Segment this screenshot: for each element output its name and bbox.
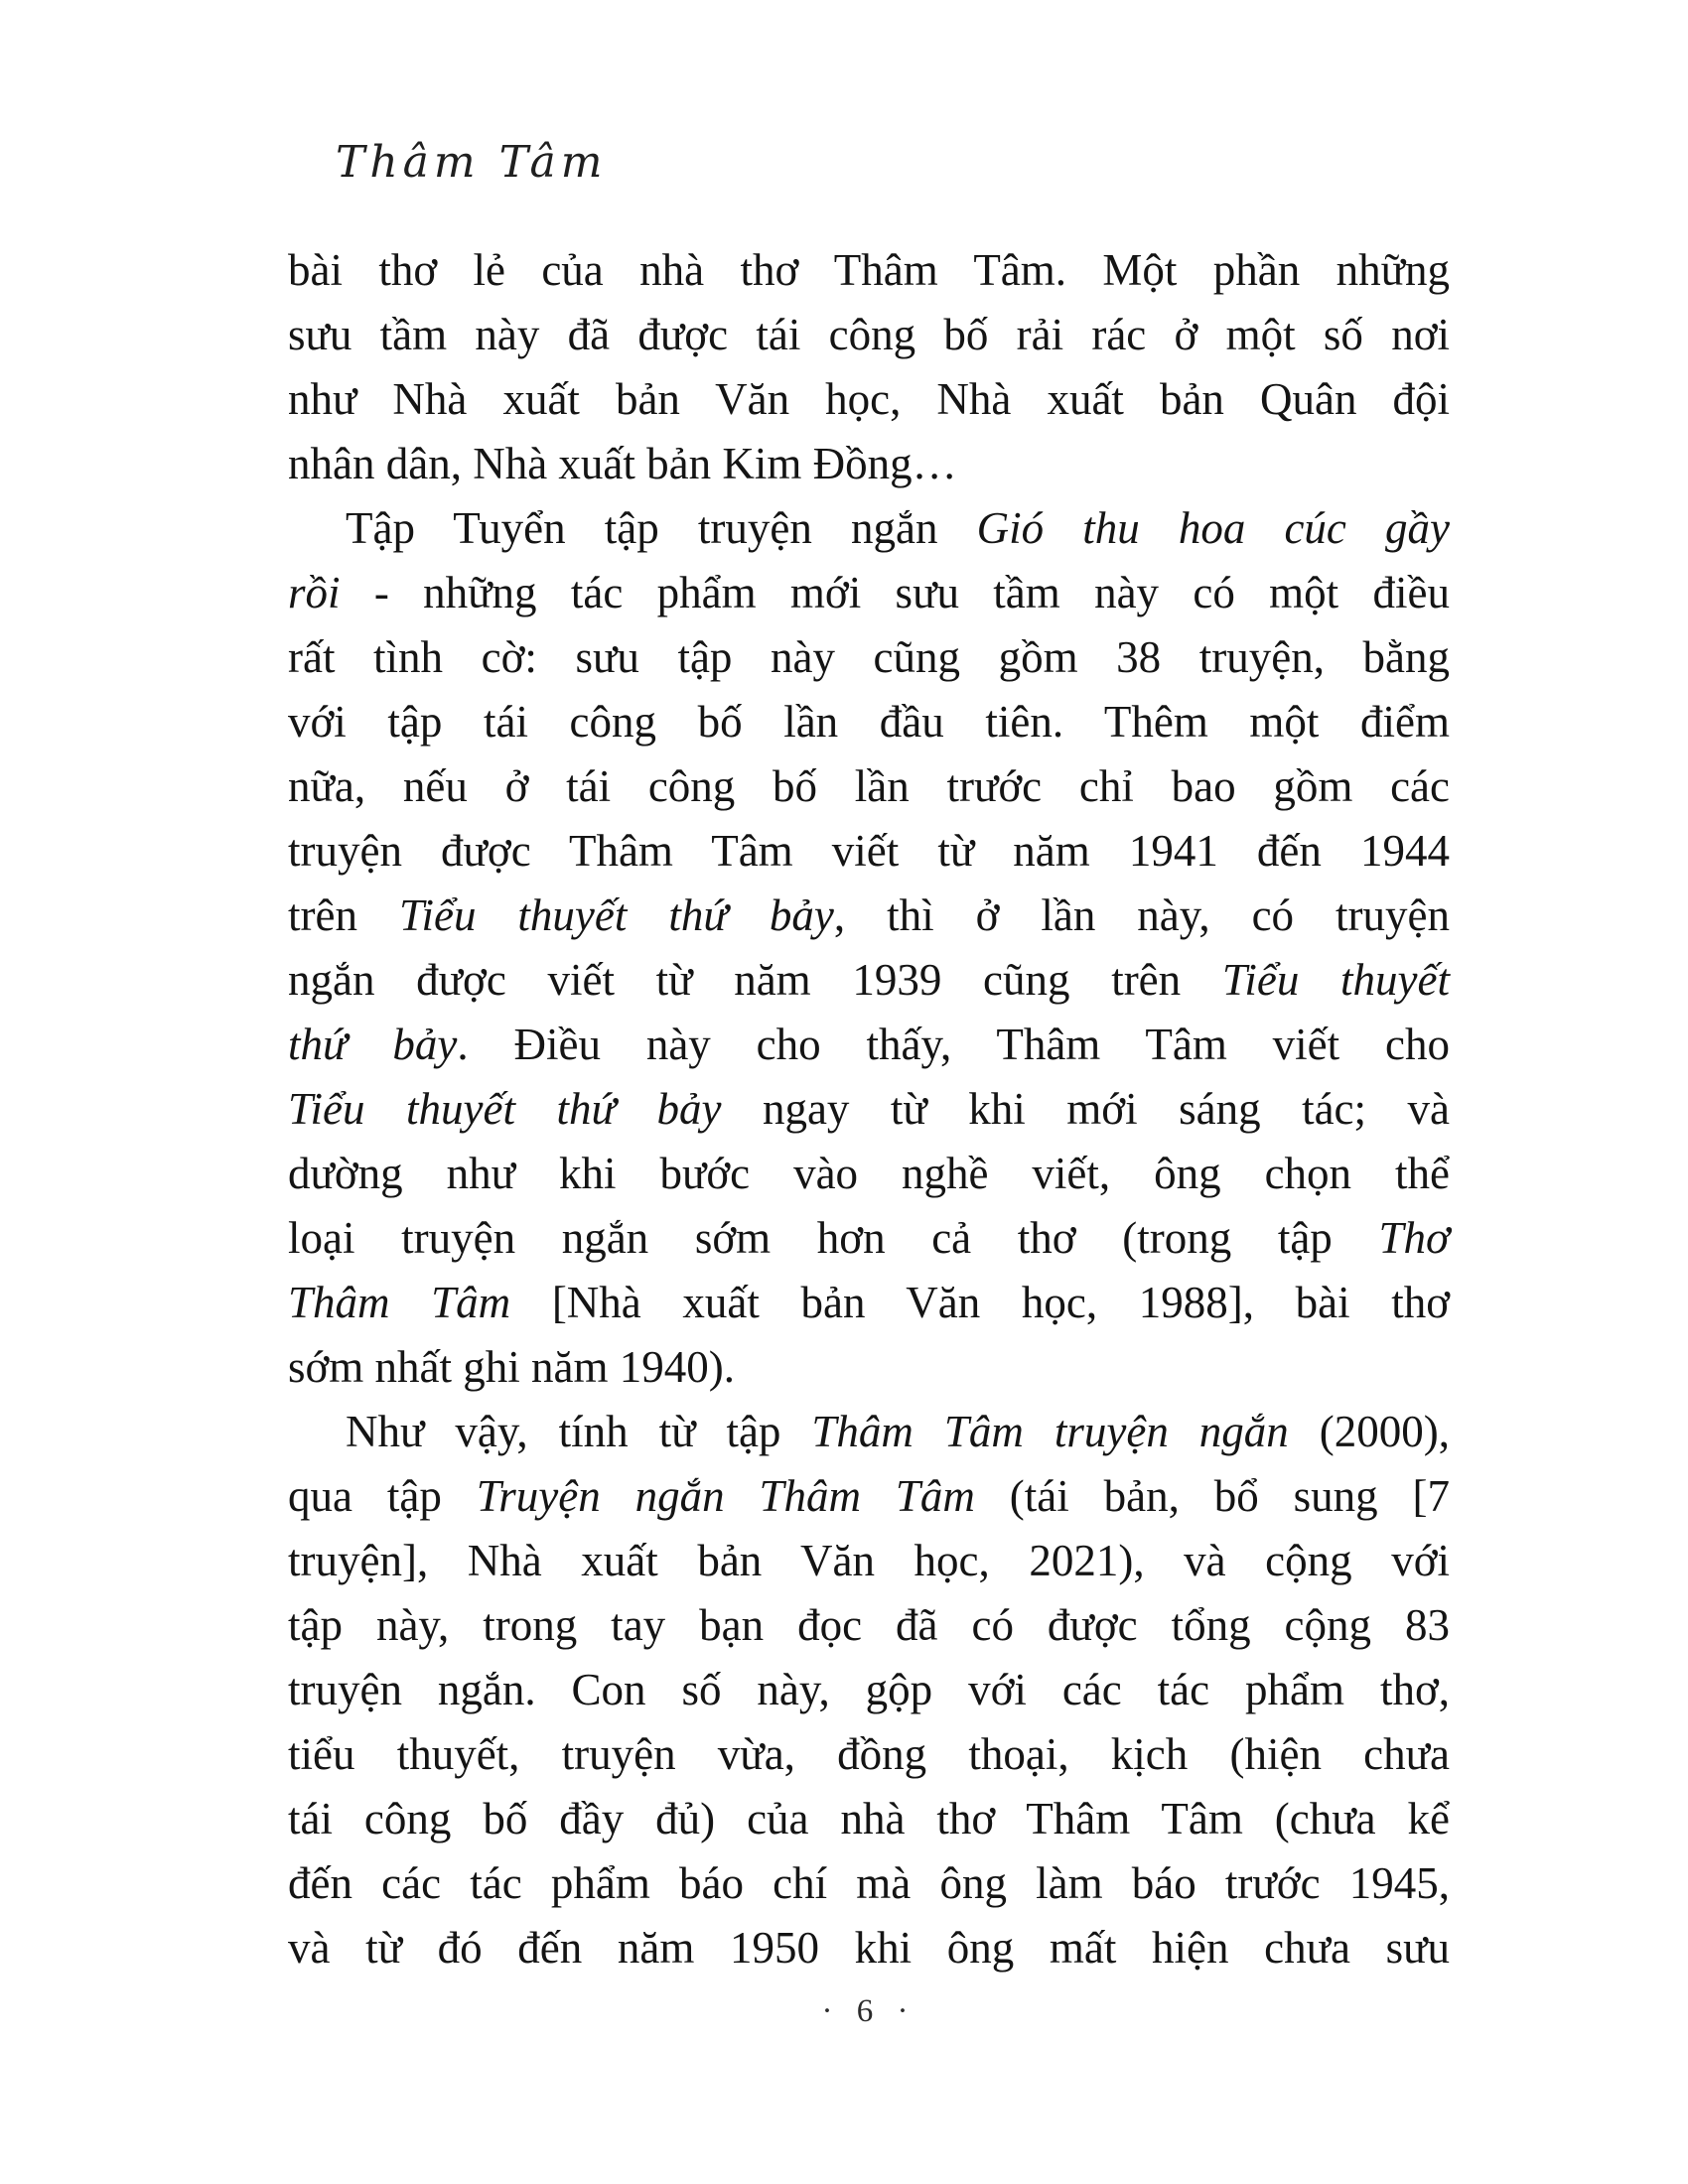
text-line (288, 884, 1450, 948)
paragraph (288, 496, 1450, 1400)
text-run: (2000), (1288, 1407, 1450, 1456)
text-run: [Nhà xuất bản Văn học, 1988], bài thơ (510, 1278, 1450, 1327)
text-line (288, 367, 1450, 432)
text-run: với tập tái công bố lần đầu tiên. Thêm một điểm (288, 697, 1450, 747)
text-line (288, 1335, 1450, 1400)
text-run: trên (288, 890, 399, 940)
text-line (288, 690, 1450, 754)
paragraph (288, 1400, 1450, 1980)
text-run: qua tập (288, 1471, 477, 1521)
text-run: truyện ngắn. Con số này, gộp với các tác phẩm thơ, (288, 1665, 1450, 1714)
text-run: truyện được Thâm Tâm viết từ năm 1941 đến 1944 (288, 826, 1450, 876)
text-run: tái công bố đầy đủ) của nhà thơ Thâm Tâm (chưa kể (288, 1794, 1450, 1843)
italic-title-run: Thâm Tâm truyện ngắn (811, 1407, 1289, 1456)
text-run: rất tình cờ: sưu tập này cũng gồm 38 truyện, bằng (288, 632, 1450, 682)
text-line (288, 1787, 1450, 1851)
text-run: - những tác phẩm mới sưu tầm này có một điều (340, 568, 1450, 617)
text-line (288, 303, 1450, 367)
text-run: bài thơ lẻ của nhà thơ Thâm Tâm. Một phần những (288, 245, 1450, 295)
page-number: · 6 · (821, 1993, 916, 2029)
text-line (288, 625, 1450, 690)
text-line (288, 561, 1450, 625)
text-line (288, 238, 1450, 303)
italic-title-run: Tiểu thuyết thứ bảy (288, 1084, 722, 1134)
text-line (288, 819, 1450, 884)
text-run: Như vậy, tính từ tập (346, 1407, 812, 1456)
text-run: như Nhà xuất bản Văn học, Nhà xuất bản Quân đội (288, 374, 1450, 424)
italic-title-run: Truyện ngắn Thâm Tâm (476, 1471, 975, 1521)
text-line (288, 1658, 1450, 1722)
italic-title-run: Thơ (1378, 1213, 1450, 1263)
text-run: ngắn được viết từ năm 1939 cũng trên (288, 955, 1222, 1005)
text-line (288, 1271, 1450, 1335)
text-run: (tái bản, bổ sung [7 (974, 1471, 1451, 1521)
text-line (288, 1851, 1450, 1916)
italic-title-run: Tiểu thuyết (1221, 955, 1450, 1005)
text-run: dường như khi bước vào nghề viết, ông chọn thể (288, 1149, 1450, 1198)
text-run: sưu tầm này đã được tái công bố rải rác ở một số nơi (288, 310, 1450, 359)
text-run: truyện], Nhà xuất bản Văn học, 2021), và cộng với (288, 1536, 1450, 1585)
text-run: , thì ở lần này, có truyện (833, 890, 1450, 940)
text-run: và từ đó đến năm 1950 khi ông mất hiện chưa sưu (288, 1923, 1450, 1973)
italic-title-run: Thâm Tâm (288, 1278, 511, 1327)
italic-title-run: Tiểu thuyết thứ bảy (398, 890, 834, 940)
italic-title-run: rồi (288, 568, 341, 617)
text-line (288, 754, 1450, 819)
text-run: Tập Tuyển tập truyện ngắn (346, 503, 977, 553)
text-run: . Điều này cho thấy, Thâm Tâm viết cho (457, 1020, 1450, 1069)
paragraph (288, 238, 1450, 496)
text-run: đến các tác phẩm báo chí mà ông làm báo trước 1945, (288, 1858, 1450, 1908)
text-run: sớm nhất ghi năm 1940). (288, 1342, 735, 1392)
text-line (288, 1400, 1450, 1464)
text-line (288, 1077, 1450, 1142)
text-line (288, 1142, 1450, 1206)
text-line (288, 1593, 1450, 1658)
text-line (288, 1464, 1450, 1529)
text-run: nhân dân, Nhà xuất bản Kim Đồng… (288, 439, 957, 488)
text-line (288, 1206, 1450, 1271)
text-line (288, 948, 1450, 1013)
running-header: Thâm Tâm (336, 137, 608, 188)
text-run: nữa, nếu ở tái công bố lần trước chỉ bao gồm các (288, 761, 1450, 811)
text-run: tiểu thuyết, truyện vừa, đồng thoại, kịch (hiện chưa (288, 1729, 1450, 1779)
text-run: tập này, trong tay bạn đọc đã có được tổng cộng 83 (288, 1600, 1450, 1650)
text-line (288, 1013, 1450, 1077)
italic-title-run: Gió thu hoa cúc gầy (976, 503, 1451, 553)
text-line (288, 1916, 1450, 1980)
text-line (288, 496, 1450, 561)
body-text (288, 238, 1450, 1980)
italic-title-run: thứ bảy (288, 1020, 458, 1069)
text-run: ngay từ khi mới sáng tác; và (721, 1084, 1450, 1134)
text-run: loại truyện ngắn sớm hơn cả thơ (trong tập (288, 1213, 1379, 1263)
text-line (288, 432, 1450, 496)
text-line (288, 1722, 1450, 1787)
text-line (288, 1529, 1450, 1593)
